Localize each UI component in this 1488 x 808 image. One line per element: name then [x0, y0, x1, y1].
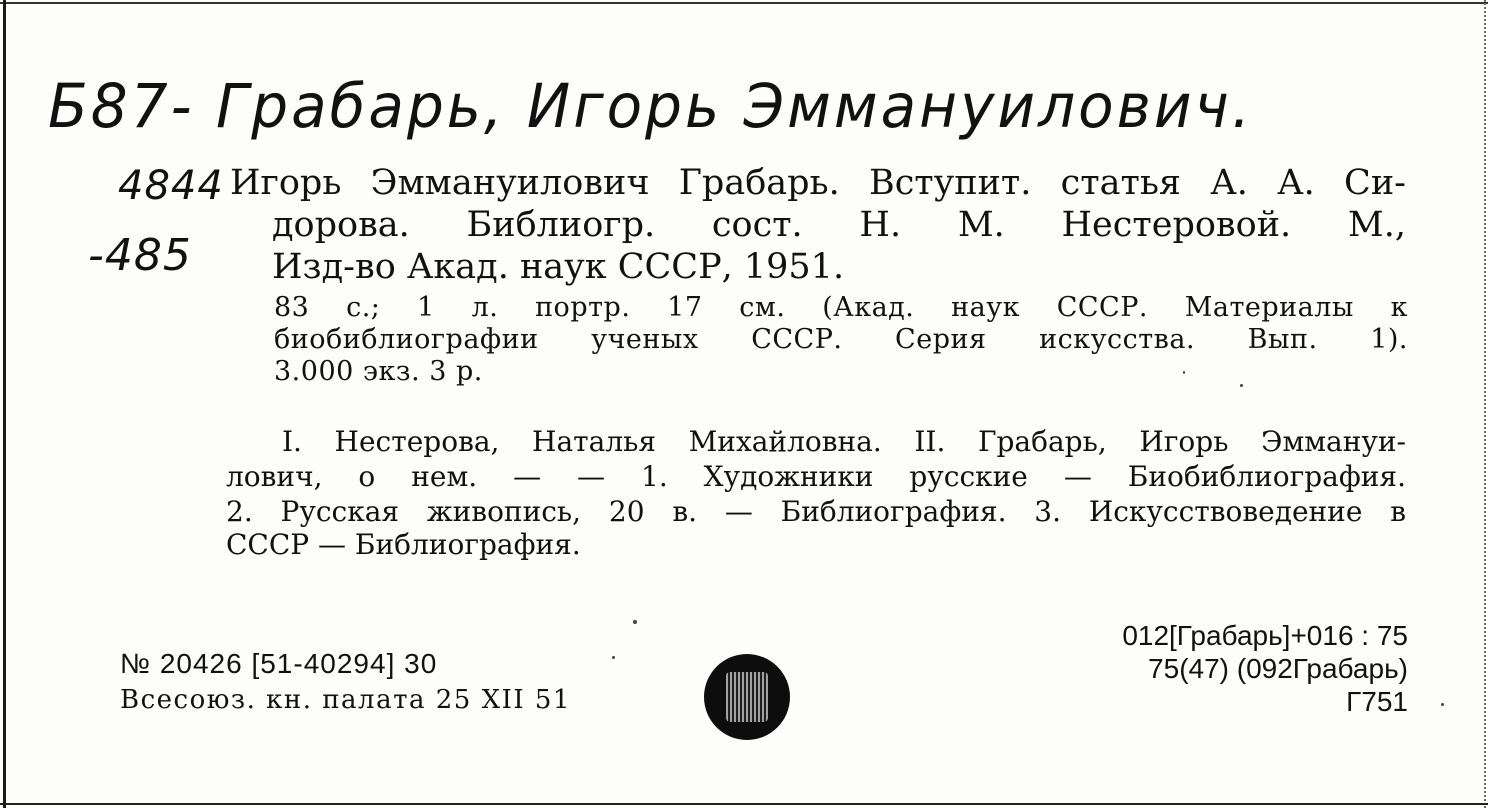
description-line: 3.000 экз. 3 р.	[274, 356, 483, 387]
registration-chamber: Всесоюз. кн. палата 25 XII 51	[120, 685, 571, 715]
classification-line: Г751	[1346, 686, 1408, 717]
subject-line: I. Нестерова, Наталья Михайловна. II. Грабарь, Игорь Эммануи-	[282, 425, 1406, 458]
description-line: биобиблиографии ученых СССР. Серия искусства. Вып. 1).	[274, 324, 1408, 355]
scan-speck	[1441, 703, 1444, 706]
subject-line: 2. Русская живопись, 20 в. — Библиография. 3. Искусствоведение в	[226, 495, 1406, 528]
main-entry-line: Игорь Эммануилович Грабарь. Вступит. статья А. А. Си-	[230, 163, 1406, 203]
classification-line: 012[Грабарь]+016 : 75	[1122, 620, 1408, 651]
scan-speck	[612, 656, 615, 659]
card-right-border	[1483, 0, 1486, 808]
registration-number: № 20426 [51-40294] 30	[120, 648, 438, 679]
card-left-border	[3, 0, 6, 808]
scan-speck	[1183, 371, 1185, 374]
card-bottom-border	[0, 803, 1488, 805]
chamber-seal-icon	[704, 654, 790, 740]
classification-line: 75(47) (092Грабарь)	[1148, 653, 1408, 684]
description-line: 83 с.; 1 л. портр. 17 см. (Акад. наук СССР. Материалы к	[274, 292, 1408, 323]
card-top-border	[0, 2, 1488, 4]
handwritten-call-number-2: -485	[88, 230, 192, 281]
scan-speck	[1240, 384, 1243, 387]
scan-speck	[633, 620, 637, 624]
handwritten-call-number-1: 4844	[118, 163, 224, 209]
subject-line: лович, о нем. — — 1. Художники русские — Биобиблиография.	[226, 460, 1406, 493]
seal-emblem	[726, 672, 768, 722]
handwritten-header: Б87- Грабарь, Игорь Эммануилович.	[48, 70, 1254, 142]
main-entry-line: дорова. Библиогр. сост. Н. М. Нестеровой. М.,	[272, 205, 1406, 245]
main-entry-line: Изд-во Акад. наук СССР, 1951.	[272, 247, 845, 287]
subject-line: СССР — Библиография.	[226, 528, 581, 561]
